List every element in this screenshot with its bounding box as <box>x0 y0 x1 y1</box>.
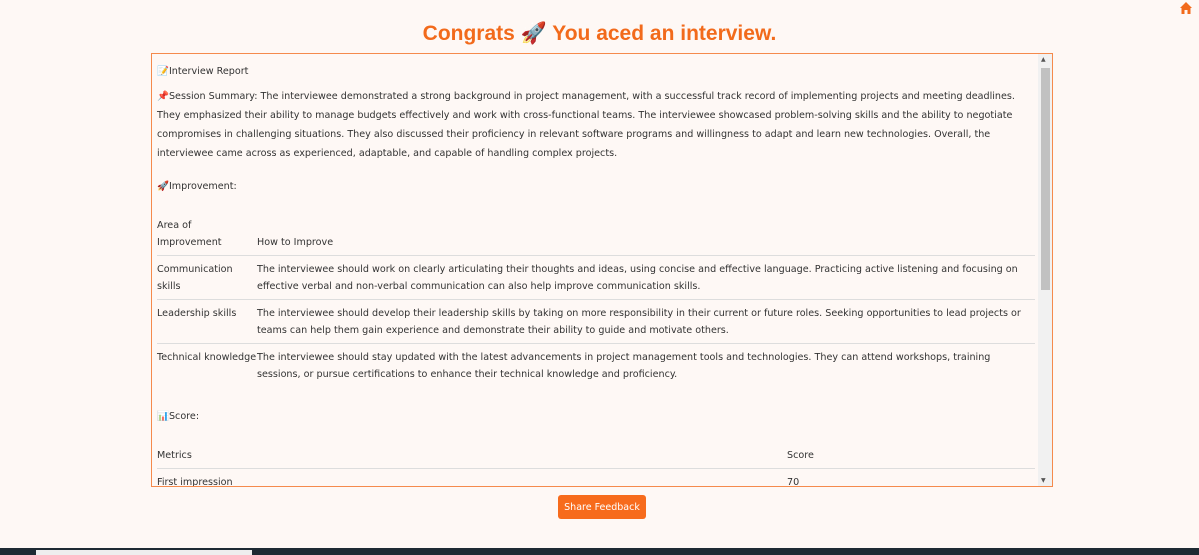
improvement-heading: 🚀Improvement: <box>157 181 237 192</box>
page-title: Congrats 🚀 You aced an interview. <box>422 22 777 45</box>
column-header: Score <box>787 450 814 461</box>
how-cell: The interviewee should work on clearly articulating their thoughts and ideas, using concise and effective language. Practicing active listening and focusing on effective verbal and non-verbal communication can also help improve communication skills. <box>257 256 1035 300</box>
score-table <box>157 442 1035 487</box>
scrollbar-thumb[interactable] <box>1041 68 1050 290</box>
rocket-icon: 🚀 <box>157 181 169 192</box>
pushpin-icon: 📌 <box>157 91 169 102</box>
scrollbar[interactable] <box>1038 54 1052 486</box>
scroll-down-icon[interactable]: ▼ <box>1041 477 1046 484</box>
metric-cell: First impression <box>157 469 787 488</box>
improvement-table <box>157 212 1035 387</box>
share-feedback-button[interactable]: Share Feedback <box>558 495 646 519</box>
area-cell: Leadership skills <box>157 300 257 344</box>
how-cell: The interviewee should stay updated with the latest advancements in project management tools and technologies. They can attend workshops, training sessions, or pursue certifications to enhance their technical knowledge and proficiency. <box>257 344 1035 388</box>
bar-chart-icon: 📊 <box>157 411 169 422</box>
report-title: 📝Interview Report <box>157 66 249 77</box>
area-cell: Communication skills <box>157 256 257 300</box>
column-header: Area of Improvement <box>157 220 222 248</box>
table-row <box>157 300 1035 344</box>
table-row <box>157 344 1035 388</box>
report-panel[interactable] <box>151 53 1053 487</box>
column-header: How to Improve <box>257 237 334 248</box>
scroll-up-icon[interactable]: ▲ <box>1041 56 1046 63</box>
session-summary: 📌Session Summary: The interviewee demonstrated a strong background in project management, with a successful track record of implementing projects and meeting deadlines. They emphasized their ability to manage budgets effectively and work with cross-functional teams. The interviewee showcased problem-solving skills and the ability to negotiate compromises in challenging situations. They also discussed their proficiency in relevant software programs and willingness to adapt and learn new technologies. Overall, the interviewee came across as experienced, adaptable, and capable of handling complex projects. <box>157 91 1015 159</box>
area-cell: Technical knowledge <box>157 344 257 388</box>
column-header: Metrics <box>157 450 192 461</box>
how-cell: The interviewee should develop their leadership skills by taking on more responsibility in their current or future roles. Seeking opportunities to lead projects or teams can help them gain experience and demonstrate their ability to guide and motivate others. <box>257 300 1035 344</box>
memo-icon: 📝 <box>157 66 169 77</box>
score-cell: 70 <box>787 469 1035 488</box>
taskbar-item[interactable] <box>36 550 252 555</box>
table-row <box>157 256 1035 300</box>
score-heading: 📊Score: <box>157 411 200 422</box>
table-row <box>157 469 1035 488</box>
home-icon[interactable] <box>1179 1 1193 15</box>
